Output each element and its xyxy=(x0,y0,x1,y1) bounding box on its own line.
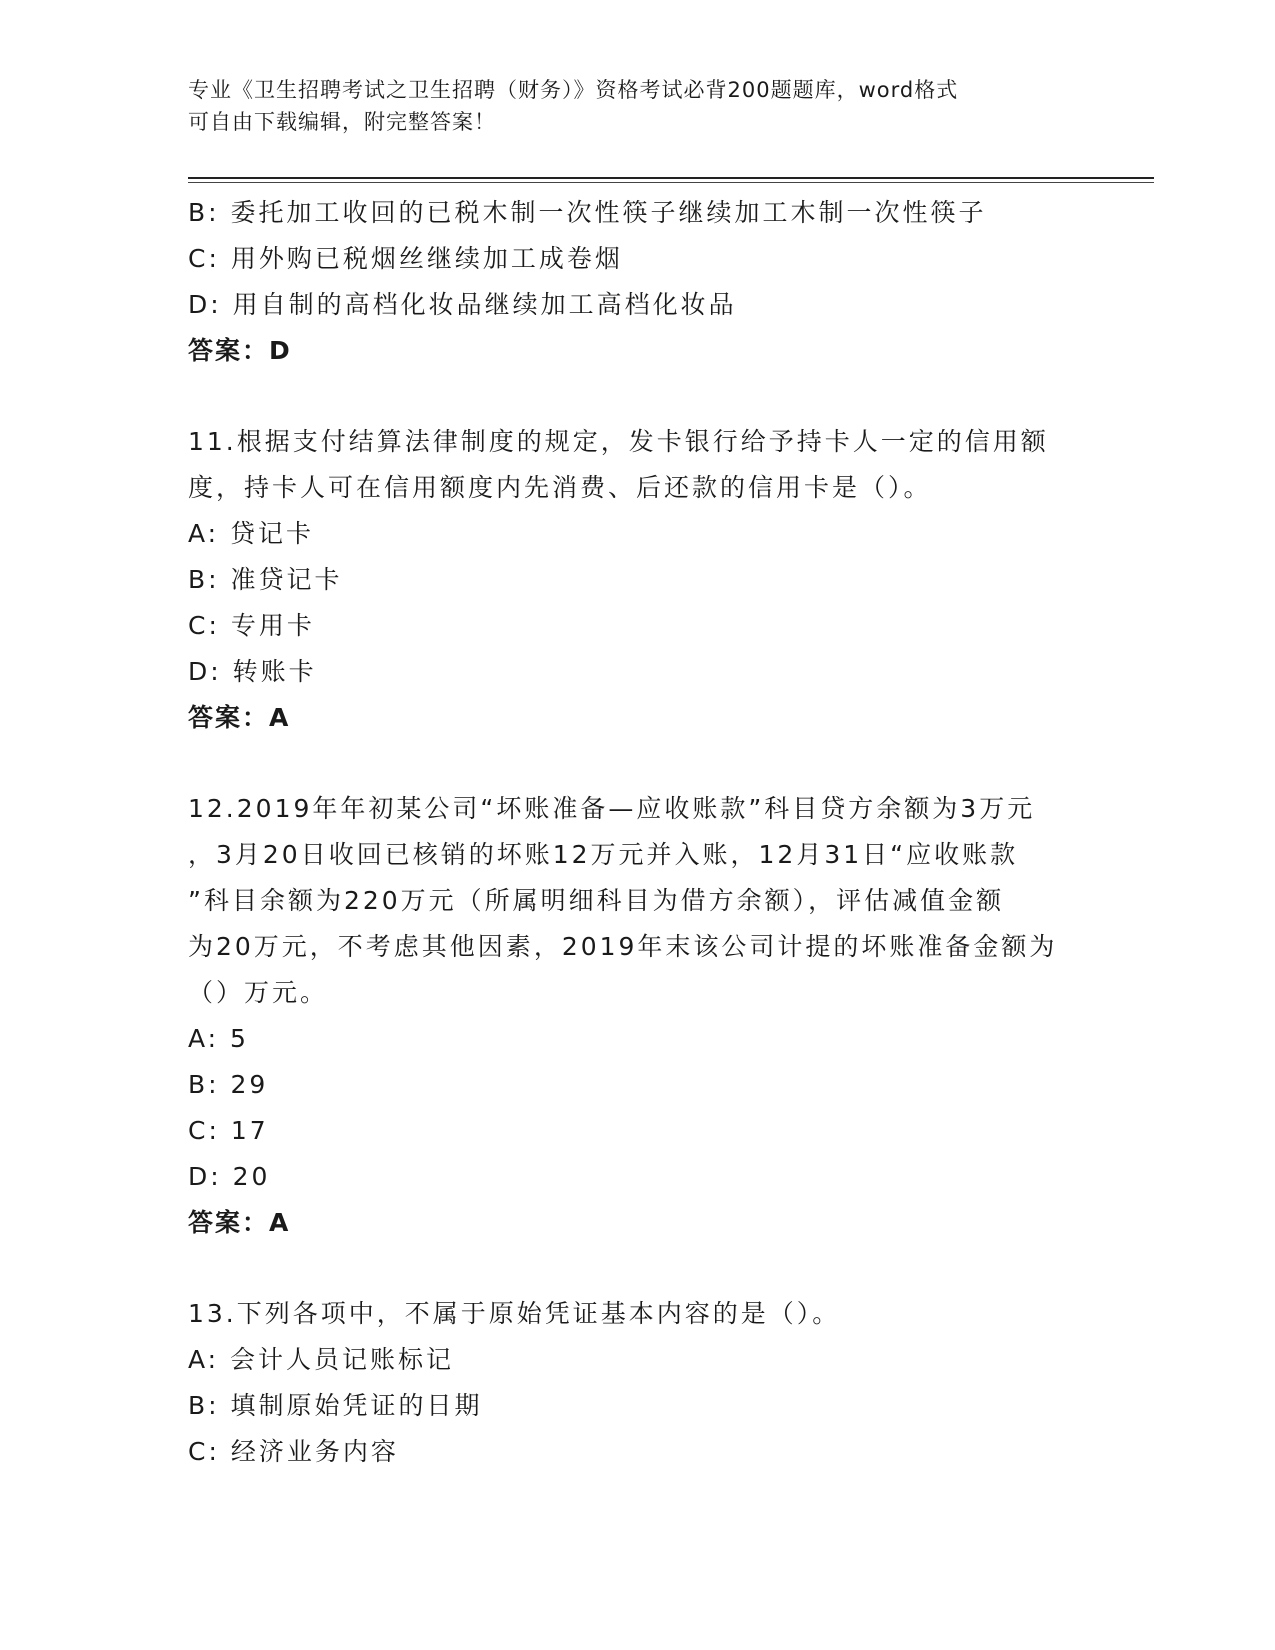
answer: 答案：D xyxy=(188,336,292,365)
question-stem-line-1: 11.根据支付结算法律制度的规定，发卡银行给予持卡人一定的信用额 xyxy=(188,427,1049,456)
option-a: A: 贷记卡 xyxy=(188,519,315,548)
option-c: C: 专用卡 xyxy=(188,611,315,640)
option-c: C: 经济业务内容 xyxy=(188,1437,399,1466)
answer: 答案：A xyxy=(188,1208,291,1237)
option-a: A: 会计人员记账标记 xyxy=(188,1345,455,1374)
option-a: A: 5 xyxy=(188,1024,249,1053)
option-c: C: 用外购已税烟丝继续加工成卷烟 xyxy=(188,244,623,273)
option-b: B: 委托加工收回的已税木制一次性筷子继续加工木制一次性筷子 xyxy=(188,198,987,227)
question-stem-line-1: 12.2019年年初某公司“坏账准备—应收账款”科目贷方余额为3万元 xyxy=(188,794,1036,823)
spacer xyxy=(188,374,1088,419)
question-stem-line-4: 为20万元，不考虑其他因素，2019年末该公司计提的坏账准备金额为 xyxy=(188,932,1058,961)
question-stem-line-3: ”科目余额为220万元（所属明细科目为借方余额），评估减值金额 xyxy=(188,886,1005,915)
question-stem-line-2: 度，持卡人可在信用额度内先消费、后还款的信用卡是（）。 xyxy=(188,473,932,502)
question-stem-line-1: 13.下列各项中，不属于原始凭证基本内容的是（）。 xyxy=(188,1299,841,1328)
header-divider-thick xyxy=(188,177,1154,179)
question-stem-line-5: （）万元。 xyxy=(188,978,329,1007)
question-11 xyxy=(188,419,1088,741)
spacer xyxy=(188,1246,1088,1291)
header-title-line-1: 专业《卫生招聘考试之卫生招聘（财务）》资格考试必背200题题库，word格式 xyxy=(188,78,959,102)
option-b: B: 填制原始凭证的日期 xyxy=(188,1391,483,1420)
option-d: D: 用自制的高档化妆品继续加工高档化妆品 xyxy=(188,290,737,319)
option-d: D: 20 xyxy=(188,1162,271,1191)
question-13 xyxy=(188,1291,1088,1475)
question-12 xyxy=(188,786,1088,1246)
question-stem-line-2: ，3月20日收回已核销的坏账12万元并入账，12月31日“应收账款 xyxy=(188,840,1019,869)
header-title-line-2: 可自由下载编辑，附完整答案！ xyxy=(188,110,496,134)
option-b: B: 29 xyxy=(188,1070,269,1099)
answer: 答案：A xyxy=(188,703,291,732)
spacer xyxy=(188,741,1088,786)
question-10 xyxy=(188,190,1088,374)
question-list xyxy=(188,190,1088,1475)
header-divider-thin xyxy=(188,182,1154,183)
page-header xyxy=(188,74,1068,138)
option-b: B: 准贷记卡 xyxy=(188,565,343,594)
option-c: C: 17 xyxy=(188,1116,269,1145)
option-d: D: 转账卡 xyxy=(188,657,317,686)
